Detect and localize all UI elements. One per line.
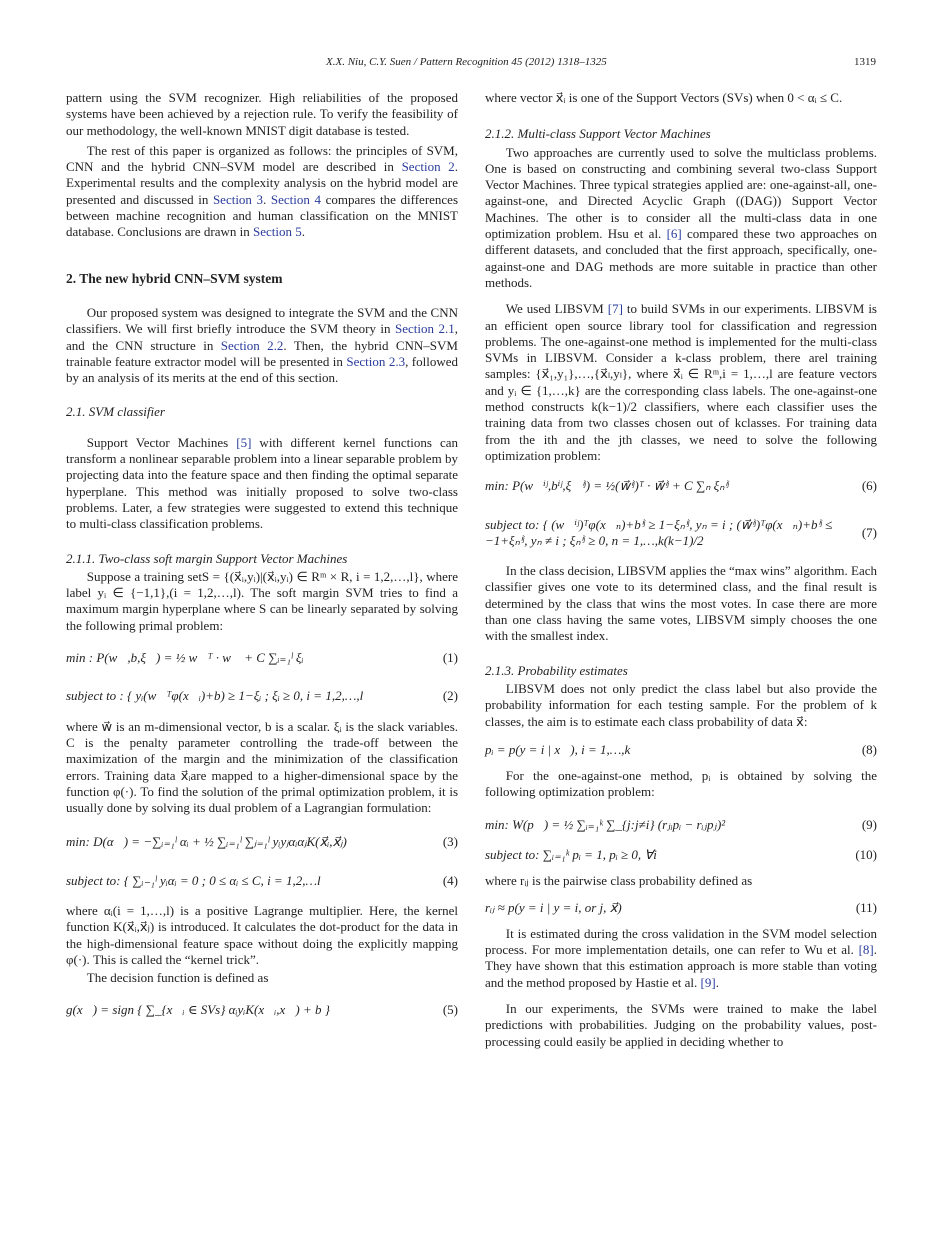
reference-link[interactable]: Section 2	[401, 159, 455, 175]
paragraph	[485, 681, 877, 730]
equation-body: subject to : { yᵢ(w⃗ᵀφ(x⃗ᵢ)+b) ≥ 1−ξᵢ ; ξᵢ ≥ 0, i = 1,2,…,l	[66, 688, 364, 704]
reference-link[interactable]: [6]	[666, 226, 682, 242]
equation	[485, 478, 877, 494]
equation-number: (9)	[861, 816, 877, 832]
text-run: pattern using the SVM recognizer. High reliabilities of the proposed systems have been achieved by a rejection rule. To verify the feasibility of our methodology, the well-known MNIST digit database is tested.	[66, 90, 458, 138]
paragraph	[485, 873, 877, 889]
text-run: where vector x⃗ᵢ is one of the Support Vectors (SVs) when 0 < αᵢ ≤ C.	[485, 90, 843, 105]
reference-link[interactable]: [9]	[700, 974, 716, 990]
text-run: In the class decision, LIBSVM applies the “max wins” algorithm. Each classifier gives one vote to its determined class, and the final result is determined by the class that wins the most votes. In case there are more than one class having the same votes, LIBSVM simply chooses the one with the smallest index.	[485, 563, 877, 644]
equation-number: (2)	[442, 688, 458, 704]
paragraph	[66, 970, 458, 986]
reference-link[interactable]: [5]	[236, 434, 252, 450]
equation-body: rᵢⱼ ≈ p(y = i | y = i, or j, x⃗)	[485, 899, 622, 915]
equation	[66, 650, 458, 666]
text-run: .	[263, 191, 271, 207]
text-run: In our experiments, the SVMs were trained to make the label predictions with probabilities. Judging on the probability values, post-processing could easily be applied in deciding whether to	[485, 1001, 877, 1049]
paragraph	[66, 569, 458, 634]
reference-link[interactable]: Section 2.2	[220, 337, 284, 353]
text-run: The rest of this paper is organized as follows: the principles of SVM, CNN and the hybrid CNN–SVM model are described in	[66, 142, 458, 175]
equation-number: (8)	[861, 741, 877, 757]
paragraph	[66, 435, 458, 533]
equation-number: (10)	[855, 846, 877, 862]
equation-body: min : P(w⃗,b,ξ⃗) = ½ w⃗ᵀ · w⃗ + C ∑ᵢ₌₁ˡ ξᵢ	[66, 650, 304, 666]
text-run: with different kernel functions can transform a nonlinear separable problem into a linear separable problem by projecting data into the feature space and then finding the optimal separate hyperplane. This method was initially proposed to solve two-class problems. Later, a few strategies were suggested to extend this technique to multi-class classification problems.	[66, 434, 459, 532]
equation-body: subject to: { ∑ᵢ₋₁ˡ yᵢαᵢ = 0 ; 0 ≤ αᵢ ≤ C, i = 1,2,…l	[66, 872, 321, 888]
reference-link[interactable]: [8]	[858, 942, 874, 958]
left-column	[66, 90, 458, 1059]
equation-body: min: D(α⃗) = −∑ᵢ₌₁ˡ αᵢ + ½ ∑ᵢ₌₁ˡ ∑ⱼ₌₁ˡ yᵢyⱼαᵢαⱼK(x⃗ᵢ,x⃗ⱼ)	[66, 834, 347, 850]
paragraph	[485, 768, 877, 801]
paragraph	[485, 926, 877, 991]
text-run: to build SVMs in our experiments. LIBSVM is an efficient open source library tool for classification and regression problems. The one-against-one method is implemented for the multi-class SVMs in LIBSVM. Consider a k-class problem, there arel training samples: {x⃗₁,y₁},…,{x⃗ₗ,yₗ}, where x⃗ᵢ ∈ Rᵐ,i = 1,…,l are feature vectors and yᵢ ∈ {1,…,k} are the corresponding class labels. The one-against-one method constructs k(k−1)/2 classifiers, where each classifier uses the training data from two classes chosen out of kclasses. For training data from the ith and the jth classes, we need to solve the following optimization problem:	[485, 301, 877, 463]
text-run: compares the differences between machine recognition and human classification on the MNIST database. Conclusions are drawn in	[66, 191, 459, 240]
section-heading: 2. The new hybrid CNN–SVM system	[66, 270, 283, 286]
equation-number: (4)	[442, 872, 458, 888]
reference-link[interactable]: Section 2.1	[395, 321, 455, 337]
equation	[66, 688, 458, 704]
paragraph	[66, 719, 458, 817]
running-header: X.X. Niu, C.Y. Suen / Pattern Recognition 45 (2012) 1318–1325	[326, 56, 607, 68]
paragraph	[66, 903, 458, 968]
subsection-heading: 2.1. SVM classifier	[66, 404, 165, 420]
text-run: where w⃗ is an m-dimensional vector, b is a scalar. ξᵢ is the slack variables. C is the penalty parameter controlling the trade-off between the maximization of the margin and the minimization of the classification errors. Training data x⃗ᵢare mapped to a higher-dimensional space by the function φ(·). To find the solution of the primal optimization problem, it is usually done by solving its dual problem of a Lagrangian formulation:	[66, 718, 458, 816]
text-run: , followed by an analysis of its merits at the end of this section.	[66, 353, 459, 386]
text-run: .	[715, 974, 719, 990]
text-run: . They have shown that this estimation approach is more stable than voting and the method proposed by Hastie et al.	[485, 942, 877, 990]
equation	[485, 847, 877, 863]
text-run: where rᵢⱼ is the pairwise class probability defined as	[485, 873, 753, 889]
text-run: . Then, the hybrid CNN–SVM trainable feature extractor model will be presented in	[66, 337, 458, 369]
page-number: 1319	[854, 56, 876, 68]
subsection-heading: 2.1.2. Multi-class Support Vector Machines	[485, 126, 711, 142]
paragraph	[485, 1001, 877, 1050]
text-run: For the one-against-one method, pᵢ is obtained by solving the following optimization problem:	[485, 768, 877, 800]
text-run: where αᵢ(i = 1,…,l) is a positive Lagrange multiplier. Here, the kernel function K(x⃗ᵢ,x⃗ⱼ) is introduced. It calculates the dot-product for the data in the high-dimensional feature space without doing the explicitly mapping φ(·). This is called the “kernel trick”.	[66, 902, 458, 967]
paragraph	[66, 305, 458, 386]
equation-number: (11)	[855, 899, 877, 915]
equation	[66, 834, 458, 850]
text-run: .	[301, 224, 306, 240]
equation	[66, 1002, 458, 1018]
text-run: , and the CNN structure in	[66, 321, 458, 353]
equation-body: min: W(p⃗) = ½ ∑ᵢ₌₁ᵏ ∑_{j:j≠i} (rⱼᵢpᵢ − rᵢⱼpⱼ)²	[485, 816, 726, 832]
right-column	[485, 90, 877, 1090]
equation	[485, 742, 877, 758]
equation-number: (3)	[442, 834, 458, 850]
subsection-heading: 2.1.3. Probability estimates	[485, 662, 628, 678]
paragraph	[66, 143, 458, 241]
paragraph	[66, 90, 458, 139]
equation-body: g(x⃗) = sign { ∑_{x⃗ᵢ ∈ SVs} αᵢyᵢK(x⃗ᵢ,x⃗) + b }	[66, 1002, 330, 1018]
text-run: Support Vector Machines	[86, 434, 237, 450]
text-run: LIBSVM does not only predict the class label but also provide the probability information for each testing sample. For the problem of k classes, the aim is to estimate each class probability of data x⃗:	[485, 680, 877, 729]
equation-number: (6)	[861, 478, 877, 494]
reference-link[interactable]: [7]	[607, 301, 623, 317]
text-run: We used LIBSVM	[505, 301, 608, 317]
reference-link[interactable]: Section 2.3	[346, 353, 406, 369]
equation-body: min: P(w⃗ⁱʲ,bⁱʲ,ξ⃗ⁱʲ) = ½(w⃗ⁱʲ)ᵀ · w⃗ⁱʲ + C ∑ₙ ξₙⁱʲ	[485, 478, 729, 494]
equation-body: subject to: { (w⃗ⁱʲ)ᵀφ(x⃗ₙ)+bⁱʲ ≥ 1−ξₙⁱʲ, yₙ = i ; (w⃗ⁱʲ)ᵀφ(x⃗ₙ)+bⁱʲ ≤ −1+ξₙⁱʲ, yₙ ≠ i ; ξₙⁱʲ ≥ 0, n = 1,…,k(k−1)/2	[485, 516, 833, 548]
text-run: Suppose a training setS = {(x⃗ᵢ,yᵢ)|(x⃗ᵢ,yᵢ) ∈ Rᵐ × R, i = 1,2,…,l}, where label yᵢ ∈ {−1,1},(i = 1,2,…,l). The soft margin SVM tries to find a maximum margin hyperplane where S can be linearly separated by solving the following primal problem:	[66, 568, 458, 633]
reference-link[interactable]: Section 3	[212, 191, 264, 207]
equation	[485, 517, 877, 550]
equation	[485, 817, 877, 833]
equation	[66, 873, 458, 889]
paragraph	[485, 563, 877, 644]
text-run: It is estimated during the cross validation in the SVM model selection process. For more implementation details, one can refer to Wu et al.	[485, 925, 877, 958]
equation-number: (7)	[861, 524, 877, 540]
text-run: compared these two approaches on different datasets, and concluded that the first approach, specifically, one-against-one and DAG methods are more suitable in practice than other methods.	[485, 226, 878, 290]
equation-body: pᵢ = p(y = i | x⃗), i = 1,…,k	[485, 741, 631, 757]
text-run: Our proposed system was designed to integrate the SVM and the CNN classifiers. We will first briefly introduce the SVM theory in	[66, 304, 458, 337]
equation-number: (1)	[442, 650, 458, 666]
text-run: The decision function is defined as	[86, 970, 269, 986]
text-run: . Experimental results and the complexity analysis on the hybrid model are presented and discussed in	[66, 159, 459, 207]
paragraph	[485, 145, 877, 292]
paragraph	[485, 301, 877, 464]
subsection-heading: 2.1.1. Two-class soft margin Support Vector Machines	[66, 550, 348, 566]
equation-number: (5)	[442, 1002, 458, 1018]
equation	[485, 900, 877, 916]
reference-link[interactable]: Section 4	[270, 191, 322, 207]
reference-link[interactable]: Section 5	[253, 224, 302, 240]
equation-body: subject to: ∑ᵢ₌₁ᵏ pᵢ = 1, pᵢ ≥ 0, ∀i	[485, 846, 657, 862]
paragraph	[485, 90, 877, 106]
text-run: Two approaches are currently used to solve the multiclass problems. One is based on constructing and combining several two-class Support Vector Machines. Three typical strategies applied are: one-against-all, one-against-one, and Directed Acyclic Graph ((DAG)) Support Vector Machines. The other is to consider all the multi-class data in one optimization problem. Hsu et al.	[485, 144, 877, 242]
